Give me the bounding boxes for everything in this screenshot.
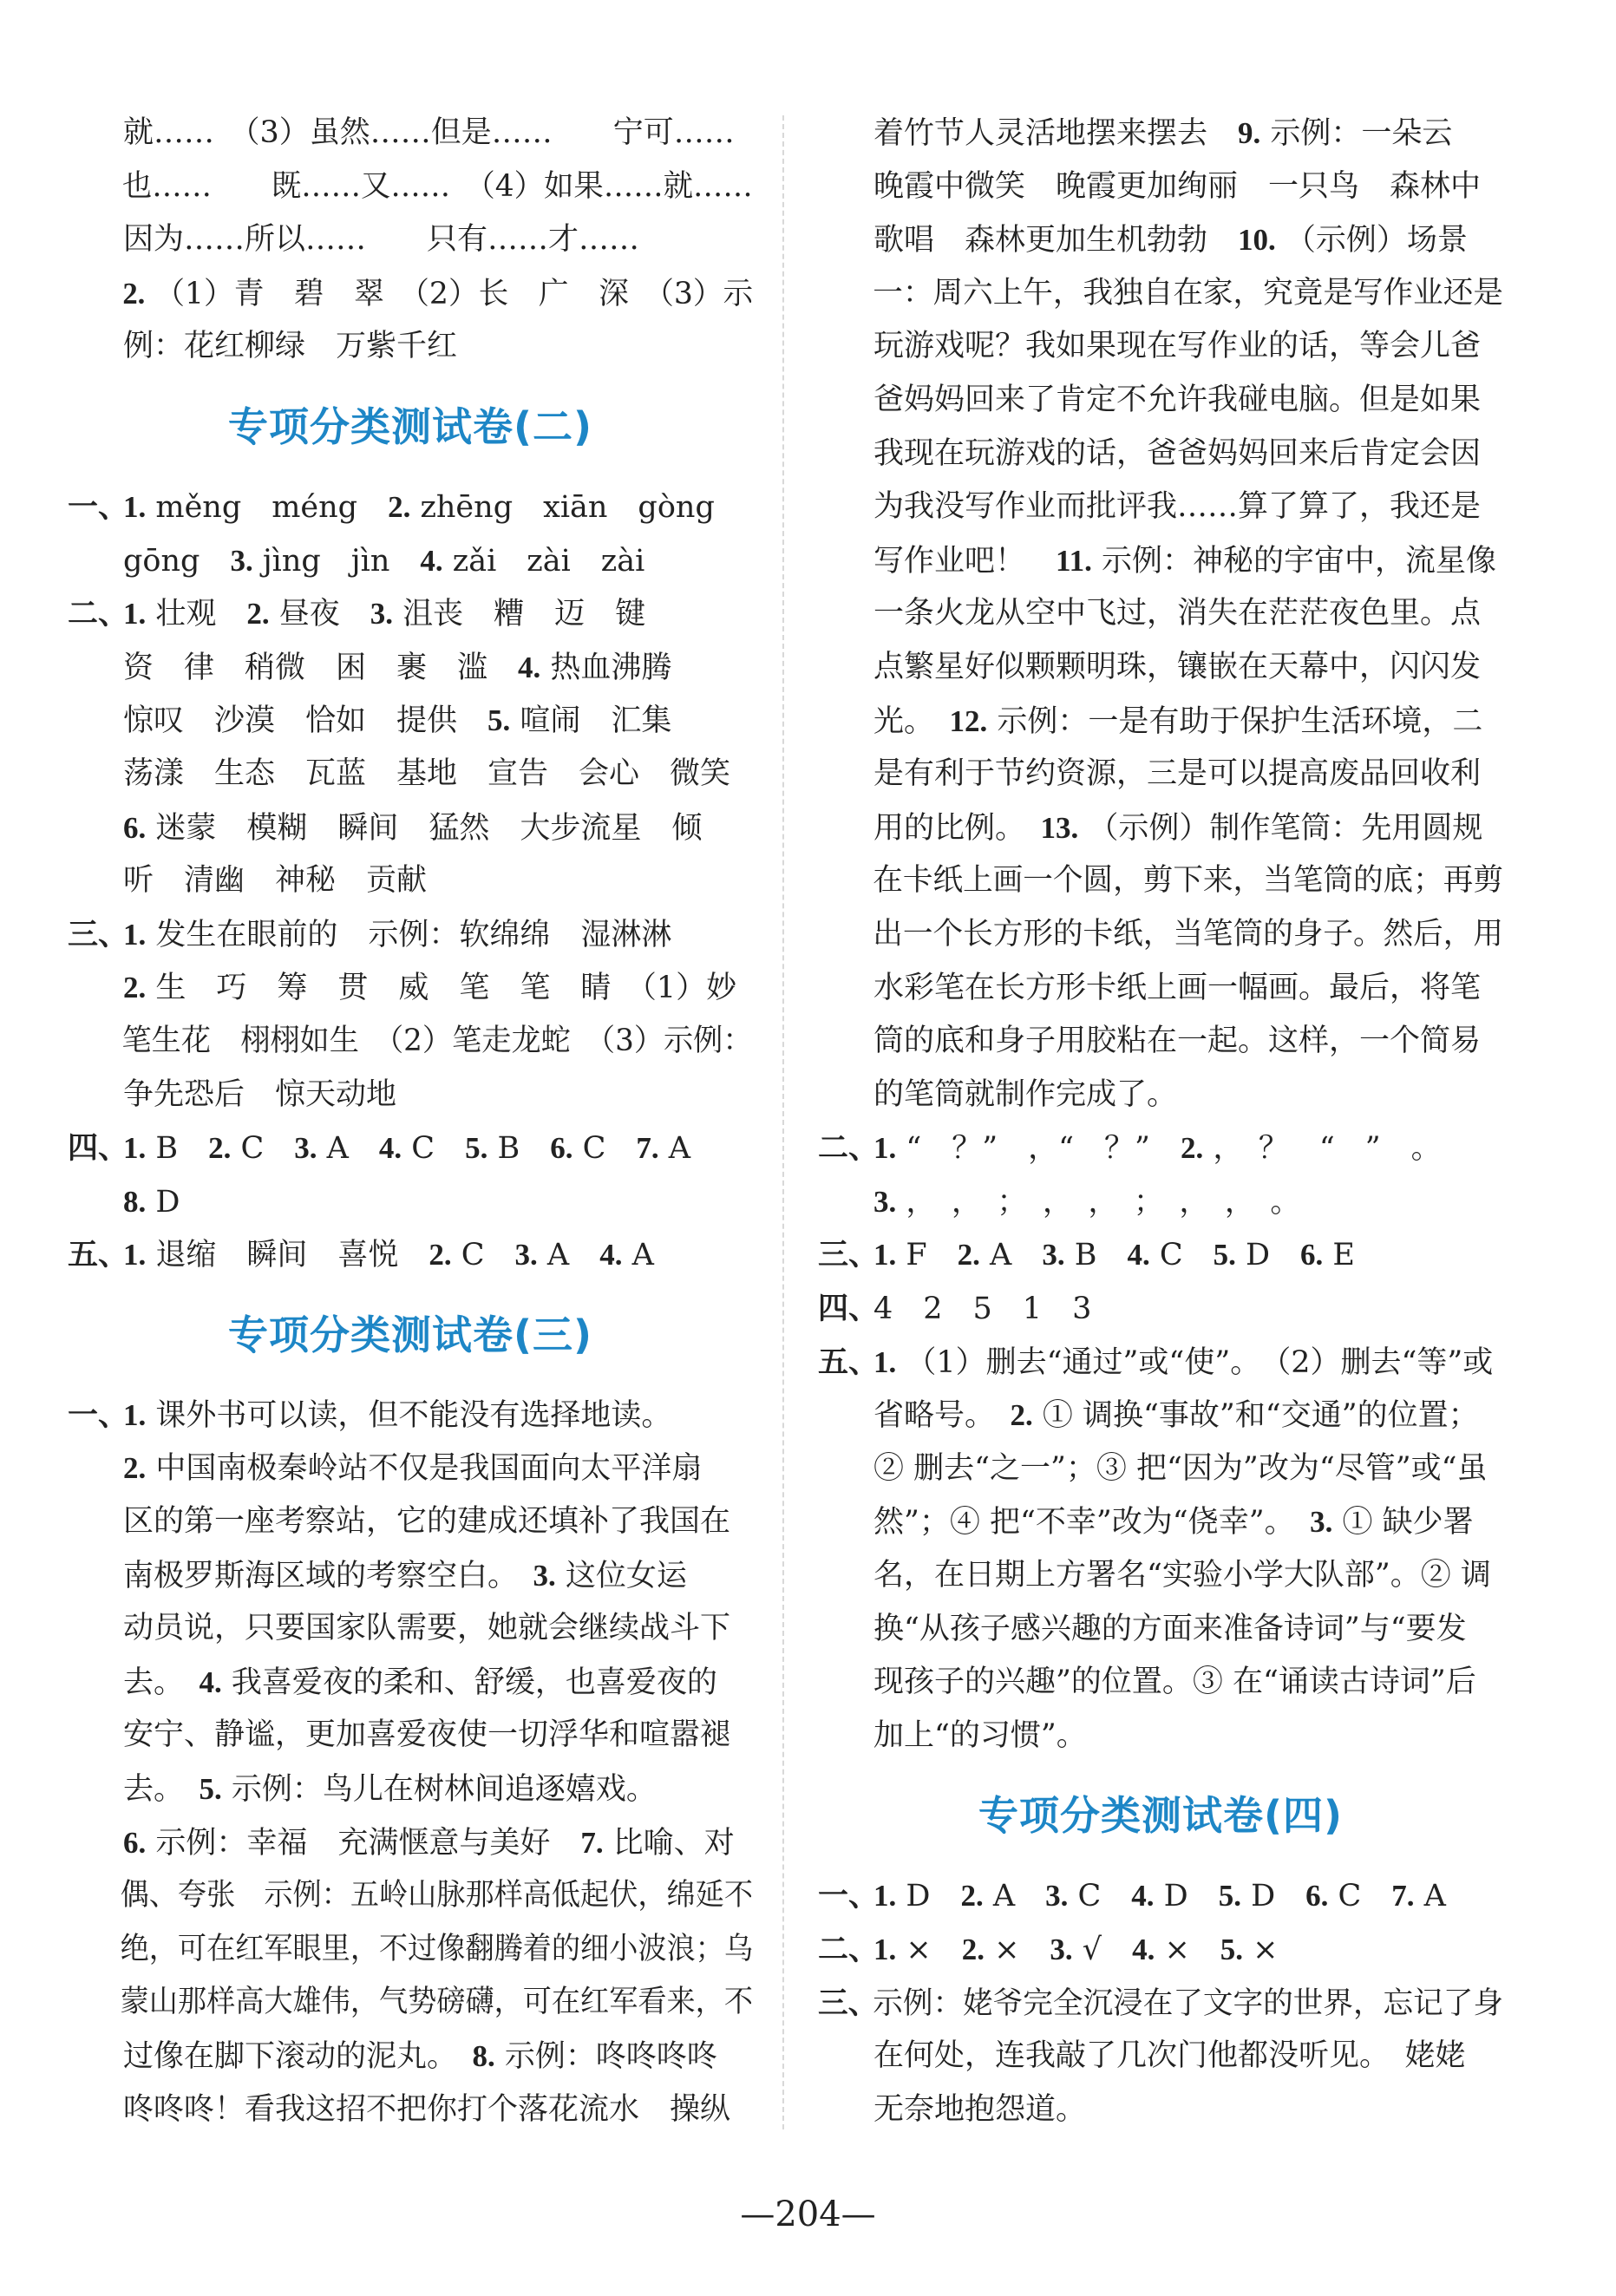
- answer-text: A: [317, 1131, 379, 1167]
- answer-text: 一：周六上午，我独自在家，究竟是写作业还是: [873, 275, 1503, 311]
- question-number: 3.: [370, 597, 394, 631]
- answer-line: [818, 748, 1503, 801]
- answer-text: A: [537, 1238, 600, 1273]
- answer-text: 我喜爱夜的柔和、舒缓，也喜爱夜的: [221, 1665, 717, 1700]
- answer-text: 在何处，连我敲了几次门他都没听见。 姥姥: [873, 2038, 1466, 2074]
- question-number: 5.: [487, 703, 511, 738]
- column-divider: [782, 115, 784, 2129]
- answer-line: [68, 908, 753, 962]
- question-number: 3.: [294, 1131, 317, 1166]
- answer-text: 听 清幽 神秘 贡献: [123, 863, 428, 899]
- answer-text: ① 缺少署: [1332, 1505, 1474, 1540]
- answer-text: E: [1323, 1238, 1355, 1273]
- question-number: 2.: [961, 1933, 985, 1966]
- answer-text: 安宁、静谧，更加喜爱夜使一切浮华和喧嚣褪: [123, 1717, 731, 1753]
- section-title: 专项分类测试卷(二): [227, 402, 593, 450]
- answer-text: D: [146, 1184, 180, 1220]
- question-number: 2.: [388, 489, 411, 524]
- answer-text: 动员说，只要国家队需要，她就会继续战斗下: [123, 1611, 731, 1646]
- question-number: 3.: [533, 1558, 556, 1593]
- answer-text: 玩游戏呢？我如果现在写作业的话，等会儿爸: [873, 329, 1482, 364]
- answer-text: ×: [896, 1933, 962, 1967]
- answer-text: ×: [984, 1933, 1050, 1967]
- question-number: 3.: [1045, 1879, 1069, 1913]
- answer-line: [818, 1389, 1503, 1442]
- item-prefix: 四、: [68, 1130, 129, 1167]
- answer-text: 为我没写作业而批评我……算了算了，我还是: [873, 489, 1482, 525]
- answer-line: [818, 481, 1503, 534]
- question-number: 3.: [514, 1238, 538, 1272]
- answer-line: [818, 641, 1503, 695]
- answer-line: [818, 267, 1503, 321]
- answer-text: 喧闹 汇集: [510, 703, 672, 739]
- question-number: 4.: [378, 1131, 402, 1166]
- answer-line: [818, 1442, 1503, 1496]
- answer-line: [68, 694, 753, 748]
- question-number: 2.: [1180, 1131, 1204, 1166]
- question-number: 11.: [1056, 543, 1092, 578]
- answer-text: gōng: [123, 543, 231, 579]
- answer-text: 示例：咚咚咚咚: [494, 2039, 717, 2074]
- answer-text: 示例：一是有助于保护生活环境，二: [987, 703, 1483, 739]
- answer-text: ， ？ “ ” 。: [1203, 1131, 1442, 1167]
- answer-text: 示例：神秘的宇宙中，流星像: [1091, 543, 1496, 579]
- answer-text: 偶、夸张 示例：五岭山脉那样高低起伏，绵延不: [120, 1878, 753, 1913]
- item-prefix: 四、: [818, 1291, 880, 1327]
- answer-line: [818, 1923, 1503, 1977]
- answer-line: [818, 428, 1503, 481]
- answer-line: [68, 1976, 753, 2030]
- item-prefix: 一、: [68, 488, 129, 525]
- section-title: 专项分类测试卷(四): [978, 1792, 1344, 1840]
- answer-text: C: [231, 1131, 295, 1167]
- item-prefix: 五、: [818, 1344, 880, 1380]
- answer-line: [818, 1175, 1503, 1229]
- answer-text: ② 删去“之一”；③ 把“因为”改为“尽管”或“虽: [873, 1450, 1488, 1486]
- answer-text: 省略号。: [873, 1398, 1011, 1434]
- question-number: 6.: [123, 1825, 147, 1860]
- answer-text: 壮观: [146, 597, 247, 632]
- answer-text: C: [1149, 1238, 1214, 1273]
- question-number: 3.: [230, 543, 253, 578]
- question-number: 1.: [123, 1397, 147, 1432]
- answer-line: [68, 2030, 753, 2083]
- answer-text: 这位女运: [555, 1558, 687, 1593]
- item-prefix: 二、: [68, 596, 129, 632]
- answer-text: 去。: [123, 1772, 200, 1808]
- answer-text: 歌唱 森林更加生机勃勃: [873, 223, 1239, 258]
- answer-text: 热血沸腾: [540, 650, 672, 685]
- question-number: 5.: [199, 1772, 222, 1807]
- question-number: 3.: [873, 1184, 897, 1219]
- answer-text: 去。: [123, 1665, 200, 1700]
- question-number: 6.: [1300, 1238, 1324, 1272]
- question-number: 7.: [580, 1825, 604, 1860]
- answer-text: zǎi zài zài: [442, 543, 645, 579]
- answer-line: [818, 1336, 1503, 1390]
- answer-text: 用的比例。: [873, 810, 1041, 846]
- answer-line: [68, 1923, 753, 1977]
- question-number: 1.: [873, 1131, 897, 1166]
- right-column: [818, 107, 1503, 2136]
- answer-text: 蒙山那样高大雄伟，气势磅礴，可在红军看来，不: [120, 1985, 753, 2020]
- answer-text: D: [1240, 1879, 1306, 1914]
- answer-text: 发生在眼前的 示例：软绵绵 湿淋淋: [146, 917, 672, 952]
- answer-text: 沮丧 糟 迈 键: [393, 597, 646, 632]
- answer-text: ， ， ； ， ， ； ， ， 。: [896, 1184, 1301, 1220]
- question-number: 4.: [420, 543, 443, 578]
- answer-line: [818, 1228, 1503, 1282]
- question-number: 1.: [873, 1933, 897, 1966]
- answer-text: 荡漾 生态 瓦蓝 基地 宣告 会心 微笑: [123, 756, 731, 791]
- answer-text: （1）青 碧 翠 （2）长 广 深 （3）示: [145, 276, 754, 311]
- question-number: 2.: [246, 597, 270, 631]
- answer-text: A: [622, 1238, 654, 1273]
- answer-text: jìng jìn: [252, 543, 421, 579]
- answer-line: [68, 1228, 753, 1282]
- answer-text: 惊叹 沙漠 恰如 提供: [123, 703, 488, 739]
- answer-line: [818, 213, 1503, 267]
- question-number: 7.: [1391, 1879, 1415, 1913]
- answer-line: [818, 160, 1503, 214]
- answer-line: [818, 1069, 1503, 1122]
- answer-text: 生 巧 筹 贯 威 笔 笔 睛 （1）妙: [146, 971, 737, 1006]
- answer-text: （示例）场景: [1275, 223, 1468, 258]
- answer-line: [68, 1389, 753, 1442]
- question-number: 10.: [1238, 223, 1276, 258]
- answer-line: [818, 320, 1503, 374]
- answer-line: [818, 1495, 1503, 1549]
- answer-text: 着竹节人灵活地摆来摆去: [873, 116, 1239, 151]
- question-number: 1.: [873, 1238, 897, 1272]
- answer-text: 示例：一朵云: [1260, 116, 1453, 151]
- question-number: 4.: [1127, 1238, 1150, 1272]
- answer-text: B: [1064, 1238, 1128, 1273]
- answer-text: A: [1414, 1879, 1446, 1914]
- item-prefix: 一、: [68, 1397, 129, 1433]
- answer-line: [818, 1122, 1503, 1175]
- question-number: 1.: [123, 489, 147, 524]
- question-number: 4.: [518, 650, 541, 684]
- answer-line: [818, 1549, 1503, 1603]
- answer-text: 一条火龙从空中飞过，消失在茫茫夜色里。点: [873, 596, 1482, 631]
- answer-line: [68, 1069, 753, 1122]
- item-prefix: 一、: [818, 1878, 880, 1914]
- question-number: 3.: [1310, 1505, 1333, 1540]
- answer-line: [818, 1603, 1503, 1657]
- answer-line: [818, 107, 1503, 160]
- answer-text: 筒的底和身子用胶粘在一起。这样，一个简易: [873, 1024, 1482, 1059]
- answer-line: [818, 962, 1503, 1016]
- answer-line: [818, 374, 1503, 428]
- item-prefix: 二、: [818, 1932, 880, 1967]
- answer-text: 退缩 瞬间 喜悦: [146, 1238, 429, 1273]
- answer-line: [68, 1656, 753, 1710]
- answer-line: [68, 534, 753, 588]
- answer-line: [68, 2083, 753, 2137]
- page-number: —204—: [740, 2195, 876, 2234]
- answer-line: [68, 801, 753, 855]
- answer-text: 水彩笔在长方形卡纸上画一幅画。最后，将笔: [873, 970, 1482, 1005]
- answer-text: 因为……所以…… 只有……才……: [123, 222, 640, 258]
- answer-text: 示例：幸福 充满惬意与美好: [146, 1825, 581, 1861]
- answer-text: 爸妈妈回来了肯定不允许我碰电脑。但是如果: [873, 382, 1482, 417]
- question-number: 5.: [1218, 1879, 1241, 1913]
- answer-text: 就…… （3）虽然……但是…… 宁可……: [123, 115, 735, 150]
- answer-line: [68, 213, 753, 267]
- question-number: 5.: [1213, 1238, 1236, 1272]
- question-number: 1.: [123, 917, 147, 952]
- answer-text: 绝，可在红军眼里，不过像翻腾着的细小波浪；乌: [120, 1931, 753, 1966]
- answer-text: 区的第一座考察站，它的建成还填补了我国在: [123, 1504, 731, 1540]
- answer-line: [68, 107, 753, 160]
- answer-text: zhēng xiān gòng: [410, 489, 715, 525]
- question-number: 6.: [1305, 1879, 1329, 1913]
- answer-text: 我现在玩游戏的话，爸爸妈妈回来后肯定会因: [873, 435, 1482, 471]
- answer-line: [68, 481, 753, 534]
- left-column: [68, 107, 753, 2136]
- question-number: 9.: [1238, 116, 1261, 150]
- answer-line: [818, 534, 1503, 588]
- question-number: 4.: [1131, 1879, 1155, 1913]
- answer-line: [818, 1015, 1503, 1069]
- question-number: 4.: [199, 1665, 222, 1699]
- answer-text: 笔生花 栩栩如生 （2）笔走龙蛇 （3）示例：: [121, 1023, 753, 1058]
- answer-line: [818, 1977, 1503, 2031]
- answer-text: 南极罗斯海区域的考察空白。: [123, 1558, 533, 1593]
- answer-line: [818, 1282, 1503, 1336]
- answer-line: [818, 908, 1503, 962]
- answer-text: 示例：姥爷完全沉浸在了文字的世界，忘记了身: [873, 1985, 1503, 2021]
- answer-text: C: [402, 1131, 466, 1167]
- answer-text: 点繁星好似颗颗明珠，镶嵌在天幕中，闪闪发: [873, 649, 1482, 684]
- answer-line: [68, 587, 753, 641]
- answer-line: [818, 2083, 1503, 2137]
- answer-text: C: [451, 1238, 515, 1273]
- answer-line: [68, 1709, 753, 1763]
- answer-text: B: [146, 1131, 209, 1167]
- answer-text: 现孩子的兴趣”的位置。③ 在“诵读古诗词”后: [873, 1665, 1476, 1700]
- answer-text: D: [1154, 1879, 1219, 1914]
- answer-line: [68, 854, 753, 908]
- answer-line: [818, 587, 1503, 641]
- answer-text: 昼夜: [269, 597, 370, 632]
- answer-text: F: [896, 1238, 958, 1273]
- question-number: 1.: [873, 1879, 897, 1913]
- question-number: 2.: [960, 1879, 984, 1913]
- answer-text: ×: [1243, 1933, 1279, 1967]
- answer-text: B: [487, 1131, 551, 1167]
- item-prefix: 三、: [68, 916, 129, 952]
- answer-text: √: [1072, 1933, 1133, 1967]
- answer-text: 课外书可以读，但不能没有选择地读。: [146, 1397, 672, 1433]
- answer-line: [68, 1549, 753, 1603]
- answer-text: 争先恐后 惊天动地: [123, 1076, 397, 1112]
- question-number: 2.: [122, 276, 146, 311]
- answer-text: 写作业吧！: [873, 543, 1057, 579]
- answer-text: 过像在脚下滚动的泥丸。: [123, 2039, 473, 2074]
- item-prefix: 五、: [68, 1237, 129, 1273]
- question-number: 12.: [949, 703, 988, 738]
- answer-text: 无奈地抱怨道。: [873, 2091, 1087, 2127]
- answer-text: D: [1235, 1238, 1301, 1273]
- answer-line: [68, 1816, 753, 1870]
- answer-line: [68, 1495, 753, 1549]
- answer-text: 资 律 稍微 困 裹 滥: [123, 650, 519, 685]
- answer-line: [818, 1656, 1503, 1710]
- answer-text: “ ？” ，“ ？”: [896, 1131, 1181, 1167]
- answer-text: C: [1068, 1879, 1132, 1914]
- answer-line: [68, 1175, 753, 1229]
- answer-line: [68, 320, 753, 374]
- question-number: 8.: [472, 2039, 495, 2073]
- answer-text: 的笔筒就制作完成了。: [873, 1076, 1178, 1112]
- answer-text: měng méng: [146, 489, 389, 525]
- answer-text: 是有利于节约资源，三是可以提高废品回收利: [873, 756, 1482, 792]
- question-number: 1.: [123, 597, 147, 631]
- answer-text: 光。: [873, 703, 950, 739]
- item-prefix: 三、: [818, 1237, 880, 1273]
- answer-line: [68, 1015, 753, 1069]
- question-number: 3.: [1042, 1238, 1065, 1272]
- question-number: 2.: [123, 1451, 147, 1486]
- question-number: 8.: [123, 1184, 147, 1219]
- answer-line: [818, 695, 1503, 749]
- question-number: 4.: [599, 1238, 623, 1272]
- answer-text: 例：花红柳绿 万紫千红: [123, 329, 458, 364]
- question-number: 1.: [873, 1344, 897, 1379]
- answer-text: C: [572, 1131, 637, 1167]
- answer-line: [68, 267, 754, 321]
- section-title: 专项分类测试卷(三): [227, 1311, 593, 1358]
- answer-text: ×: [1155, 1933, 1220, 1967]
- question-number: 13.: [1040, 810, 1079, 845]
- question-number: 2.: [123, 971, 147, 1005]
- answer-text: 在卡纸上画一个圆，剪下来，当笔筒的底；再剪: [873, 863, 1503, 899]
- question-number: 2.: [429, 1238, 452, 1272]
- question-number: 7.: [636, 1131, 659, 1166]
- answer-line: [818, 2030, 1503, 2083]
- answer-text: 比喻、对: [603, 1825, 735, 1861]
- answer-text: 出一个长方形的卡纸，当笔筒的身子。然后，用: [873, 916, 1503, 952]
- answer-text: D: [896, 1879, 961, 1914]
- question-number: 1.: [123, 1131, 147, 1166]
- answer-text: 名，在日期上方署名“实验小学大队部”。② 调: [873, 1558, 1491, 1593]
- question-number: 2.: [957, 1238, 980, 1272]
- answer-text: 4 2 5 1 3: [873, 1292, 1092, 1327]
- answer-text: A: [983, 1879, 1046, 1914]
- answer-text: 中国南极秦岭站不仅是我国面向太平洋扇: [146, 1451, 703, 1487]
- answer-text: 加上“的习惯”。: [873, 1717, 1087, 1753]
- answer-line: [68, 961, 753, 1015]
- answer-line: [818, 854, 1503, 908]
- question-number: 2.: [208, 1131, 232, 1166]
- answer-line: [68, 160, 753, 214]
- question-number: 3.: [1050, 1933, 1073, 1966]
- answer-text: （1）删去“通过”或“使”。 （2）删去“等”或: [896, 1344, 1494, 1380]
- answer-text: 示例：鸟儿在树林间追逐嬉戏。: [221, 1772, 657, 1808]
- answer-text: A: [979, 1238, 1043, 1273]
- answer-line: [68, 1869, 753, 1923]
- answer-text: C: [1328, 1879, 1392, 1914]
- answer-line: [68, 1442, 753, 1495]
- answer-line: [68, 1763, 753, 1816]
- question-number: 6.: [123, 810, 147, 845]
- question-number: 1.: [123, 1238, 147, 1272]
- answer-text: ① 调换“事故”和“交通”的位置；: [1032, 1398, 1479, 1434]
- answer-text: 迷蒙 模糊 瞬间 猛然 大步流星 倾: [146, 810, 703, 846]
- question-number: 4.: [1132, 1933, 1155, 1966]
- answer-text: 换“从孩子感兴趣的方面来准备诗词”与“要发: [873, 1611, 1467, 1646]
- answer-line: [68, 641, 753, 695]
- answer-line: [68, 1602, 753, 1656]
- answer-line: [818, 1869, 1503, 1923]
- question-number: 5.: [1220, 1933, 1244, 1966]
- item-prefix: 二、: [818, 1130, 880, 1167]
- item-prefix: 三、: [818, 1985, 879, 2021]
- answer-text: 晚霞中微笑 晚霞更加绚丽 一只鸟 森林中: [873, 168, 1482, 204]
- answer-line: [68, 748, 753, 801]
- answer-text: 然”；④ 把“不幸”改为“侥幸”。: [873, 1505, 1311, 1540]
- question-number: 2.: [1010, 1398, 1033, 1433]
- answer-text: A: [658, 1131, 690, 1167]
- answer-line: [68, 1122, 753, 1175]
- answer-text: 也…… 既……又…… （4）如果……就……: [121, 168, 753, 204]
- question-number: 5.: [465, 1131, 488, 1166]
- answer-line: [818, 801, 1503, 855]
- answer-text: （示例）制作笔筒：先用圆规: [1078, 810, 1483, 846]
- answer-text: 咚咚咚！看我这招不把你打个落花流水 操纵: [123, 2091, 731, 2127]
- answer-line: [818, 1710, 1503, 1763]
- question-number: 6.: [550, 1131, 573, 1166]
